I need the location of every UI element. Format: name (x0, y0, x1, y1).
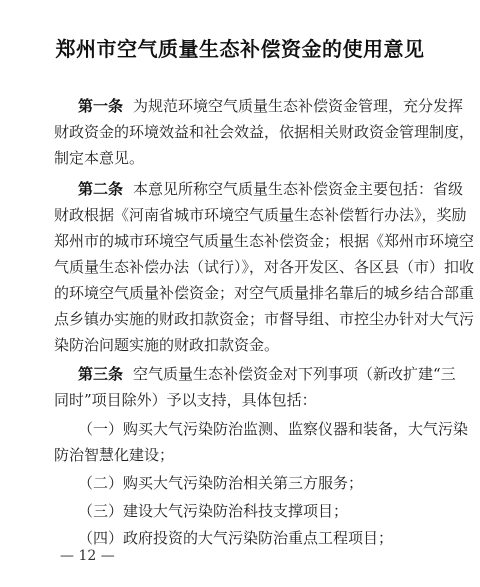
text-line-11 (78, 363, 456, 385)
page-number: — 12 — (60, 548, 115, 564)
text-line-3: 制定本意见。 (54, 149, 145, 167)
article-label-3: 第三条 (78, 365, 124, 383)
text-line-4 (78, 178, 463, 200)
article-label-1: 第一条 (78, 97, 124, 115)
text-line-9: 点乡镇办实施的财政扣款资金；市督导组、市控尘办针对大气污 (54, 310, 475, 328)
text-line-14: 防治智慧化建设； (54, 446, 175, 464)
text-line-6: 郑州市的城市环境空气质量生态补偿资金；根据《郑州市环境空 (54, 232, 475, 250)
text-line-8: 的环境空气质量补偿资金；对空气质量排名靠后的城乡结合部重 (54, 284, 475, 302)
line-text-4: 本意见所称空气质量生态补偿资金主要包括：省级 (133, 180, 464, 198)
text-line-15: （二）购买大气污染防治相关第三方服务； (78, 474, 364, 492)
text-line-17: （四）政府投资的大气污染防治重点工程项目； (78, 529, 394, 547)
text-line-13: （一）购买大气污染防治监测、监察仪器和装备，大气污染 (78, 420, 469, 438)
document-title: 郑州市空气质量生态补偿资金的使用意见 (55, 37, 425, 61)
line-text-11: 空气质量生态补偿资金对下列事项（新改扩建“三 (133, 365, 456, 383)
text-line-10: 染防治问题实施的财政扣款资金。 (54, 336, 280, 354)
text-line-5: 财政根据《河南省城市环境空气质量生态补偿暂行办法》，奖励 (54, 206, 467, 224)
text-line-7: 气质量生态补偿办法（试行）》，对各开发区、各区县（市）扣收 (54, 258, 475, 276)
text-line-12: 同时”项目除外）予以支持，具体包括： (54, 391, 317, 409)
text-line-1 (78, 95, 463, 117)
text-line-2: 财政资金的环境效益和社会效益，依据相关财政资金管理制度， (54, 123, 475, 141)
line-text-1: 为规范环境空气质量生态补偿资金管理，充分发挥 (133, 97, 464, 115)
article-label-2: 第二条 (78, 180, 124, 198)
text-line-16: （三）建设大气污染防治科技支撑项目； (78, 502, 349, 520)
